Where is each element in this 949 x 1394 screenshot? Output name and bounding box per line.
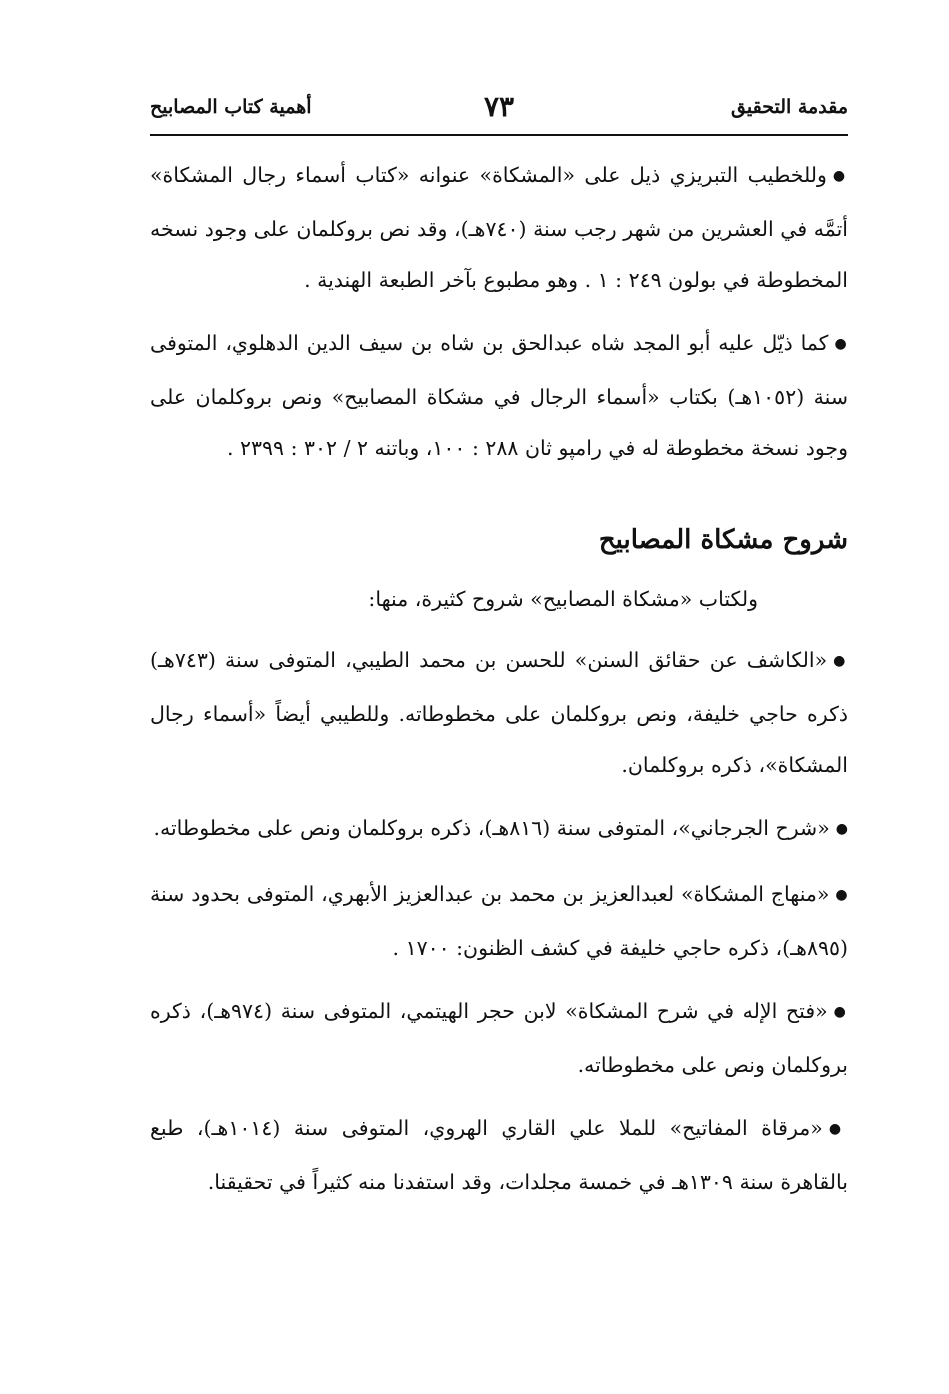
paragraph-fath-al-ilah: ● «فتح الإله في شرح المشكاة» لابن حجر الهيتمي، المتوفى سنة (٩٧٤هـ)، ذكره بروكلمان ونص على مخطوطاته.	[150, 986, 848, 1091]
running-header	[150, 92, 848, 136]
paragraph-mirqat: ● «مرقاة المفاتيح» للملا علي القاري الهروي، المتوفى سنة (١٠١٤هـ)، طبع بالقاهرة سنة ١٣٠٩هـ في خمسة مجلدات، وقد استفدنا منه كثيراً في تحقيقنا.	[150, 1103, 848, 1208]
page-number: ٧٣	[483, 90, 515, 123]
paragraph-minhaj: ● «منهاج المشكاة» لعبدالعزيز بن محمد بن عبدالعزيز الأبهري، المتوفى بحدود سنة (٨٩٥هـ)، ذكره حاجي خليفة في كشف الظنون: ١٧٠٠ .	[150, 869, 848, 974]
section-heading: شروح مشكاة المصابيح	[598, 525, 848, 555]
header-section-title: أهمية كتاب المصابيح	[150, 96, 312, 118]
paragraph-dehlawi-appendix: ● كما ذيّل عليه أبو المجد شاه عبدالحق بن شاه بن سيف الدين الدهلوي، المتوفى سنة (١٠٥٢هـ) بكتاب «أسماء الرجال في مشكاة المصابيح» ونص بروكلمان على وجود نسخة مخطوطة له في رامپو ثان ٢٨٨ : ١٠٠، وباتنه ٢ / ٣٠٢ : ٢٣٩٩ .	[150, 318, 848, 474]
header-chapter-title: مقدمة التحقيق	[731, 96, 848, 118]
paragraph-jurjani: ● «شرح الجرجاني»، المتوفى سنة (٨١٦هـ)، ذكره بروكلمان ونص على مخطوطاته.	[150, 803, 848, 857]
paragraph-kashif: ● «الكاشف عن حقائق السنن» للحسن بن محمد الطيبي، المتوفى سنة (٧٤٣هـ) ذكره حاجي خليفة، ونص بروكلمان على مخطوطاته. وللطيبي أيضاً «أسماء رجال المشكاة»، ذكره بروكلمان.	[150, 635, 848, 791]
page-body	[150, 136, 848, 1208]
book-page	[150, 92, 848, 1220]
paragraph-tabrizi-appendix: ● وللخطيب التبريزي ذيل على «المشكاة» عنوانه «كتاب أسماء رجال المشكاة» أتمَّه في العشرين من شهر رجب سنة (٧٤٠هـ)، وقد نص بروكلمان على وجود نسخه المخطوطة في بولون ٢٤٩ : ١ . وهو مطبوع بآخر الطبعة الهندية .	[150, 150, 848, 306]
section-intro: ولكتاب «مشكاة المصابيح» شروح كثيرة، منها:	[368, 587, 758, 611]
